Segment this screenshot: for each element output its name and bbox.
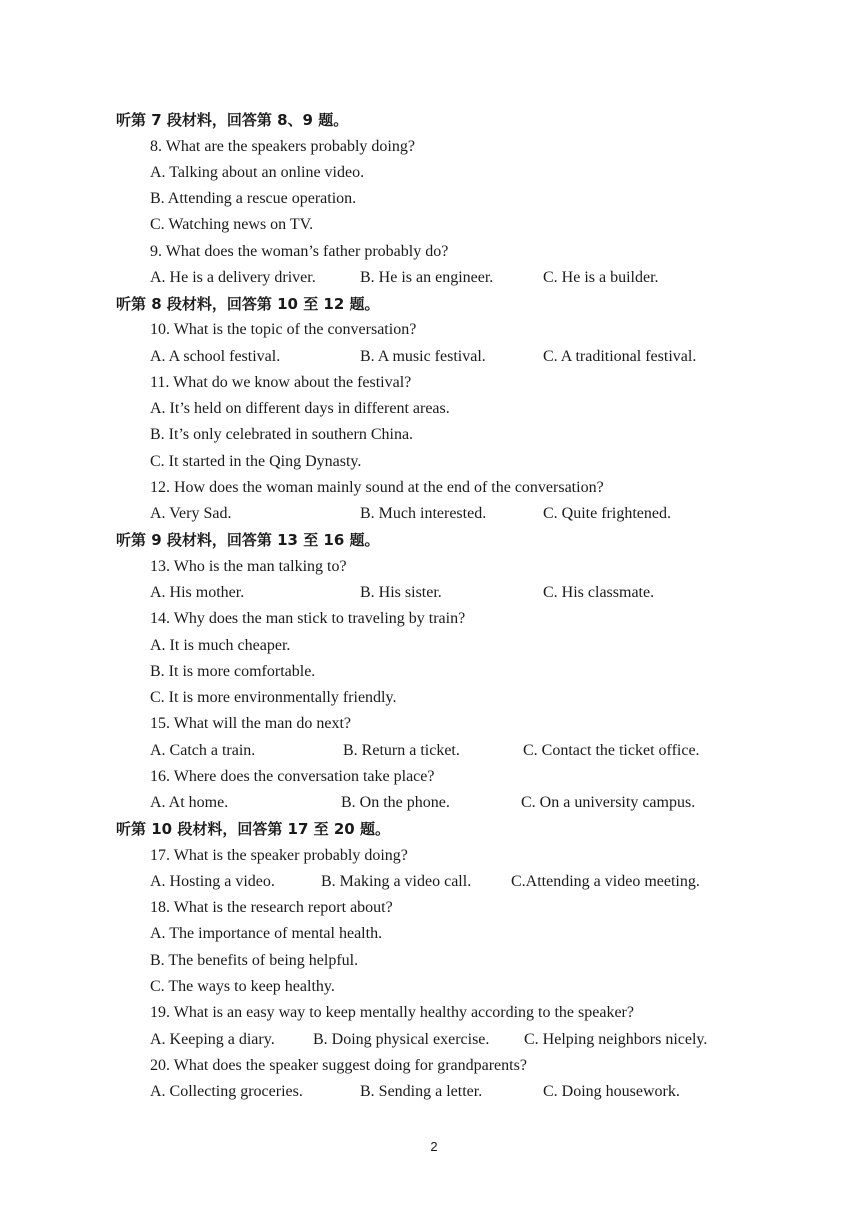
section-heading-7: 听第 7 段材料，回答第 8、9 题。 xyxy=(116,111,349,129)
question-10-option-b: B. A music festival. xyxy=(360,348,486,365)
question-18-option-b: B. The benefits of being helpful. xyxy=(150,952,359,969)
question-9: 9. What does the woman’s father probably do? xyxy=(150,243,449,260)
question-10-options xyxy=(0,347,868,367)
question-15-option-a: A. Catch a train. xyxy=(150,742,256,759)
question-12-option-a: A. Very Sad. xyxy=(150,505,232,522)
question-15-option-b: B. Return a ticket. xyxy=(343,742,460,759)
question-8-option-c: C. Watching news on TV. xyxy=(150,216,314,233)
question-12: 12. How does the woman mainly sound at the end of the conversation? xyxy=(150,479,604,496)
question-14-option-c: C. It is more environmentally friendly. xyxy=(150,689,397,706)
question-9-option-b: B. He is an engineer. xyxy=(360,269,494,286)
question-20: 20. What does the speaker suggest doing for grandparents? xyxy=(150,1057,527,1074)
question-18-option-a: A. The importance of mental health. xyxy=(150,925,383,942)
question-9-option-c: C. He is a builder. xyxy=(543,269,659,286)
question-16-option-b: B. On the phone. xyxy=(341,794,450,811)
question-13-option-c: C. His classmate. xyxy=(543,584,655,601)
question-13-option-b: B. His sister. xyxy=(360,584,442,601)
question-8: 8. What are the speakers probably doing? xyxy=(150,138,415,155)
question-16-options xyxy=(0,793,868,813)
question-12-options xyxy=(0,504,868,524)
question-11-option-a: A. It’s held on different days in different areas. xyxy=(150,400,450,417)
question-20-options xyxy=(0,1082,868,1102)
question-10-option-c: C. A traditional festival. xyxy=(543,348,697,365)
question-19-option-b: B. Doing physical exercise. xyxy=(313,1031,490,1048)
question-16: 16. Where does the conversation take place? xyxy=(150,768,435,785)
question-10: 10. What is the topic of the conversation? xyxy=(150,321,417,338)
question-11-option-b: B. It’s only celebrated in southern China. xyxy=(150,426,414,443)
question-17-option-a: A. Hosting a video. xyxy=(150,873,275,890)
question-14-option-a: A. It is much cheaper. xyxy=(150,637,291,654)
question-18: 18. What is the research report about? xyxy=(150,899,393,916)
question-17-option-b: B. Making a video call. xyxy=(321,873,472,890)
question-16-option-c: C. On a university campus. xyxy=(521,794,696,811)
question-15-option-c: C. Contact the ticket office. xyxy=(523,742,700,759)
question-13: 13. Who is the man talking to? xyxy=(150,558,347,575)
question-20-option-a: A. Collecting groceries. xyxy=(150,1083,303,1100)
question-14-option-b: B. It is more comfortable. xyxy=(150,663,316,680)
section-heading-8: 听第 8 段材料，回答第 10 至 12 题。 xyxy=(116,295,380,313)
question-18-option-c: C. The ways to keep healthy. xyxy=(150,978,335,995)
question-8-option-a: A. Talking about an online video. xyxy=(150,164,365,181)
question-11: 11. What do we know about the festival? xyxy=(150,374,412,391)
question-20-option-c: C. Doing housework. xyxy=(543,1083,680,1100)
question-8-option-b: B. Attending a rescue operation. xyxy=(150,190,357,207)
question-13-option-a: A. His mother. xyxy=(150,584,245,601)
page-number: 2 xyxy=(430,1139,438,1154)
question-14: 14. Why does the man stick to traveling by train? xyxy=(150,610,466,627)
question-19-option-c: C. Helping neighbors nicely. xyxy=(524,1031,708,1048)
question-20-option-b: B. Sending a letter. xyxy=(360,1083,483,1100)
question-17-options xyxy=(0,872,868,892)
question-10-option-a: A. A school festival. xyxy=(150,348,281,365)
question-19: 19. What is an easy way to keep mentally healthy according to the speaker? xyxy=(150,1004,634,1021)
question-15: 15. What will the man do next? xyxy=(150,715,351,732)
section-heading-9: 听第 9 段材料，回答第 13 至 16 题。 xyxy=(116,531,380,549)
question-13-options xyxy=(0,583,868,603)
question-9-option-a: A. He is a delivery driver. xyxy=(150,269,316,286)
question-9-options xyxy=(0,268,868,288)
question-12-option-c: C. Quite frightened. xyxy=(543,505,671,522)
question-15-options xyxy=(0,741,868,761)
question-19-option-a: A. Keeping a diary. xyxy=(150,1031,275,1048)
question-12-option-b: B. Much interested. xyxy=(360,505,487,522)
question-16-option-a: A. At home. xyxy=(150,794,229,811)
section-heading-10: 听第 10 段材料，回答第 17 至 20 题。 xyxy=(116,820,390,838)
question-17: 17. What is the speaker probably doing? xyxy=(150,847,408,864)
question-19-options xyxy=(0,1030,868,1050)
question-11-option-c: C. It started in the Qing Dynasty. xyxy=(150,453,362,470)
question-17-option-c: C.Attending a video meeting. xyxy=(511,873,700,890)
